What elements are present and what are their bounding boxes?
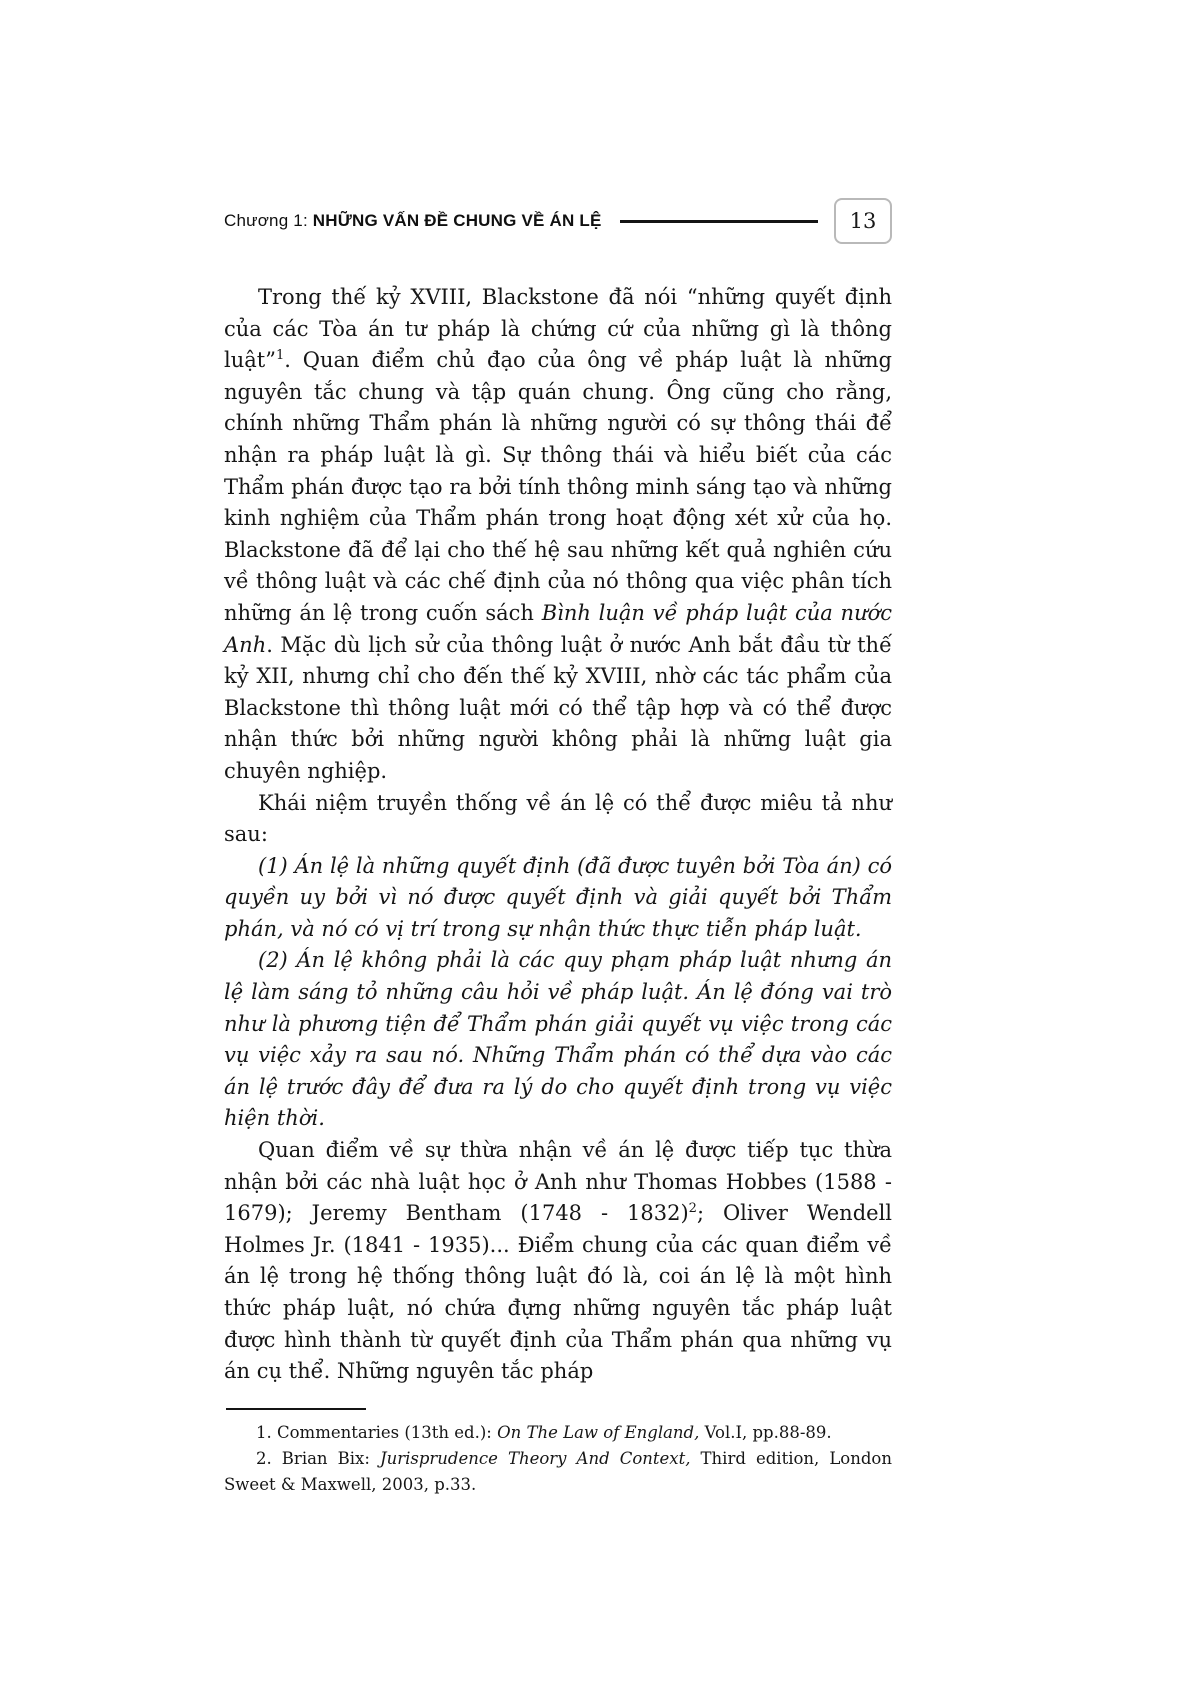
text-run: Quan điểm về sự thừa nhận về án lệ được tiếp tục thừa nhận bởi các nhà luật học ở Anh như Thomas Hobbes (1588 - 1679); Jeremy Bentham (1748 - 1832) (224, 1138, 892, 1226)
footnote (224, 1420, 892, 1446)
page-content (224, 198, 892, 1498)
footnote-list (224, 1420, 892, 1498)
text-run: Trong thế kỷ XVIII, Blackstone đã nói “những quyết định của các Tòa án tư pháp là chứng cứ của những gì là thông luật” (224, 285, 892, 373)
chapter-label (224, 211, 602, 231)
header-rule (620, 220, 819, 223)
page-number-box (834, 198, 892, 244)
paragraph (224, 1135, 892, 1388)
paragraph (224, 945, 892, 1135)
text-run: Jurisprudence Theory And Context, (379, 1448, 691, 1468)
paragraph (224, 282, 892, 788)
text-run: Khái niệm truyền thống về án lệ có thể được miêu tả như sau: (224, 790, 892, 847)
footnote-rule (226, 1408, 366, 1410)
text-run: (2) Án lệ không phải là các quy phạm pháp luật nhưng án lệ làm sáng tỏ những câu hỏi về pháp luật. Án lệ đóng vai trò như là phương tiện để Thẩm phán giải quyết vụ việc trong các vụ việc xảy ra sau nó. Những Thẩm phán có thể dựa vào các án lệ trước đây để đưa ra lý do cho quyết định trong vụ việc hiện thời. (224, 948, 892, 1131)
text-run: ; Oliver Wendell Holmes Jr. (1841 - 1935)... Điểm chung của các quan điểm về án lệ trong hệ thống thông luật đó là, coi án lệ là một hình thức pháp luật, nó chứa đựng những nguyên tắc pháp luật được hình thành từ quyết định của Thẩm phán qua những vụ án cụ thể. Những nguyên tắc pháp (224, 1201, 892, 1384)
text-run: . Quan điểm chủ đạo của ông về pháp luật là những nguyên tắc chung và tập quán chung. Ông cũng cho rằng, chính những Thẩm phán là những người có sự thông thái để nhận ra pháp luật là gì. Sự thông thái và hiểu biết của các Thẩm phán được tạo ra bởi tính thông minh sáng tạo và những kinh nghiệm của Thẩm phán trong hoạt động xét xử của họ. Blackstone đã để lại cho thế hệ sau những kết quả nghiên cứu về thông luật và các chế định của nó thông qua việc phân tích những án lệ trong cuốn sách (224, 348, 892, 625)
text-run: Vol.I, pp.88-89. (699, 1422, 832, 1442)
text-run: . Mặc dù lịch sử của thông luật ở nước Anh bắt đầu từ thế kỷ XII, nhưng chỉ cho đến thế kỷ XVIII, nhờ các tác phẩm của Blackstone thì thông luật mới có thể tập hợp và có thể được nhận thức bởi những người không phải là những luật gia chuyên nghiệp. (224, 632, 892, 783)
paragraph (224, 788, 892, 851)
text-run: 1. Commentaries (13th ed.): (256, 1422, 498, 1442)
text-run: Bình luận về pháp luật của nước Anh (224, 600, 892, 657)
paragraph (224, 851, 892, 946)
body-paragraphs (224, 282, 892, 1388)
chapter-title: NHỮNG VẤN ĐỀ CHUNG VỀ ÁN LỆ (312, 211, 602, 230)
chapter-prefix: Chương 1: (224, 211, 313, 230)
footnote-reference: 1 (275, 348, 285, 364)
footnote (224, 1446, 892, 1498)
page-header (224, 198, 892, 244)
footnotes (224, 1408, 892, 1498)
text-run: (1) Án lệ là những quyết định (đã được tuyên bởi Tòa án) có quyền uy bởi vì nó được quyết định và giải quyết bởi Thẩm phán, và nó có vị trí trong sự nhận thức thực tiễn pháp luật. (224, 853, 892, 941)
text-run: 2. Brian Bix: (256, 1448, 380, 1468)
page-number: 13 (849, 209, 877, 233)
footnote-reference: 2 (688, 1201, 697, 1217)
text-run: Third edition, London Sweet & Maxwell, 2003, p.33. (224, 1448, 892, 1494)
text-run: On The Law of England, (497, 1422, 700, 1442)
